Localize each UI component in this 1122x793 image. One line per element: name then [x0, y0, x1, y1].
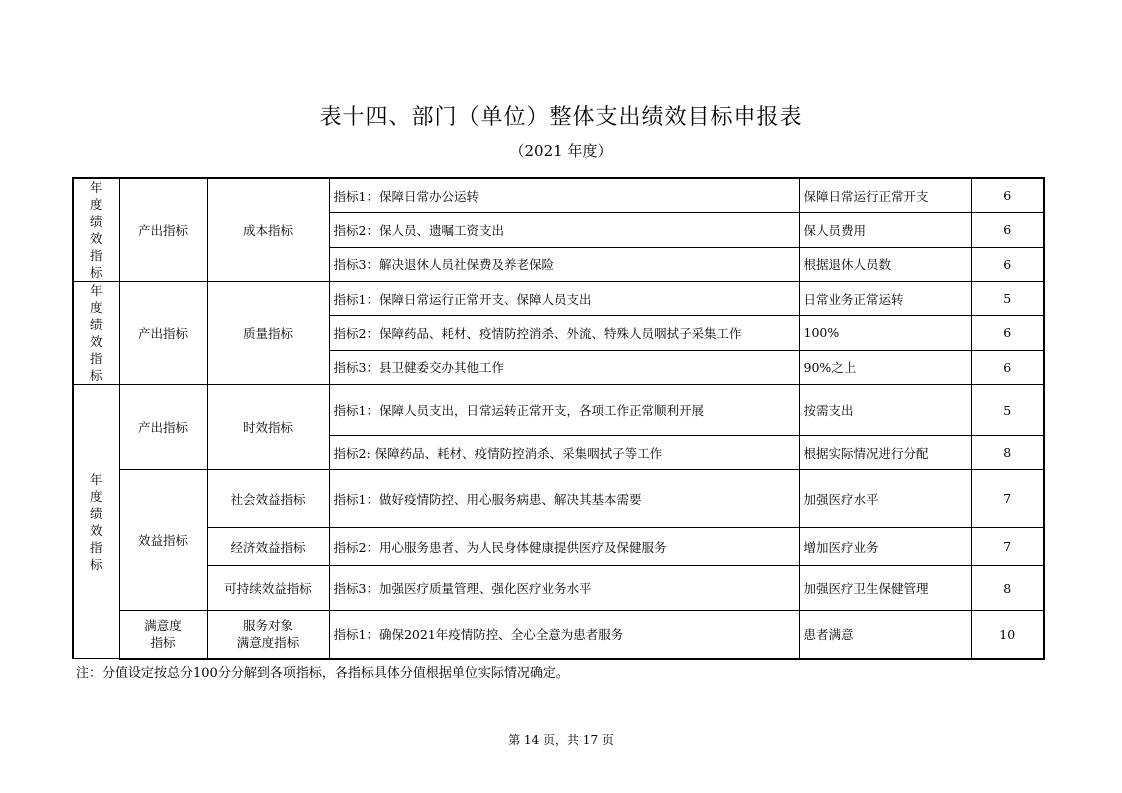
satisfaction-level1-line1: 满意度 [144, 618, 182, 634]
table-row [73, 178, 1044, 213]
table-row [73, 611, 1044, 659]
score-cell: 10 [971, 611, 1044, 659]
category-char: 度 [89, 197, 103, 212]
indicator-cell: 指标3：解决退休人员社保费及养老保险 [329, 247, 799, 282]
page-title: 表十四、部门（单位）整体支出绩效目标申报表 [319, 105, 803, 130]
satisfaction-level1-line2: 指标 [150, 635, 176, 651]
score-cell: 6 [971, 213, 1044, 248]
category-char: 标 [89, 556, 103, 572]
score-cell: 5 [971, 385, 1044, 436]
target-cell: 按需支出 [799, 385, 971, 436]
indicator-cell: 指标3：县卫健委交办其他工作 [329, 350, 799, 384]
level1-cell: 效益指标 [119, 470, 207, 611]
category-cell [73, 178, 119, 282]
category-char: 指 [89, 351, 103, 366]
category-char: 标 [89, 368, 103, 383]
score-cell: 5 [971, 282, 1044, 316]
category-char: 绩 [89, 317, 103, 332]
indicator-cell: 指标2：用心服务患者、为人民身体健康提供医疗及保健服务 [329, 528, 799, 566]
target-cell: 增加医疗业务 [799, 528, 971, 566]
score-cell: 6 [971, 350, 1044, 384]
level1-cell: 产出指标 [119, 282, 207, 385]
performance-table [72, 177, 1045, 660]
category-char: 效 [89, 522, 103, 538]
target-cell: 加强医疗卫生保健管理 [799, 566, 971, 611]
indicator-cell: 指标1：保障人员支出，日常运转正常开支，各项工作正常顺利开展 [329, 385, 799, 436]
level2-cell: 时效指标 [207, 385, 329, 470]
target-cell: 加强医疗水平 [799, 470, 971, 528]
category-char: 指 [89, 248, 103, 263]
score-cell: 8 [971, 566, 1044, 611]
level2-cell: 质量指标 [207, 282, 329, 385]
satisfaction-level2-cell [207, 611, 329, 659]
category-char: 绩 [89, 214, 103, 229]
level1-cell: 产出指标 [119, 178, 207, 282]
indicator-cell: 指标1：确保2021年疫情防控、全心全意为患者服务 [329, 611, 799, 659]
category-char: 标 [89, 265, 103, 280]
table-row [73, 528, 1044, 566]
score-cell: 6 [971, 247, 1044, 282]
indicator-cell: 指标2：保障药品、耗材、疫情防控消杀、外流、特殊人员咽拭子采集工作 [329, 316, 799, 350]
indicator-cell: 指标1：保障日常运行正常开支、保障人员支出 [329, 282, 799, 316]
score-cell: 6 [971, 316, 1044, 350]
category-cell [73, 385, 119, 659]
table-row [73, 282, 1044, 316]
satisfaction-level2-line2: 满意度指标 [236, 635, 300, 651]
score-cell: 6 [971, 178, 1044, 213]
category-cell [73, 282, 119, 385]
table-note: 注：分值设定按总分100分分解到各项指标，各指标具体分值根据单位实际情况确定。 [76, 666, 569, 681]
indicator-cell: 指标2: 保障药品、耗材、疫情防控消杀、采集咽拭子等工作 [329, 436, 799, 470]
indicator-cell: 指标1：做好疫情防控、用心服务病患、解决其基本需要 [329, 470, 799, 528]
table-row [73, 566, 1044, 611]
level2-cell: 经济效益指标 [207, 528, 329, 566]
category-char: 指 [89, 539, 103, 555]
table-row [73, 385, 1044, 436]
indicator-cell: 指标2：保人员、遗嘱工资支出 [329, 213, 799, 248]
level2-cell: 可持续效益指标 [207, 566, 329, 611]
score-cell: 8 [971, 436, 1044, 470]
target-cell: 保人员费用 [799, 213, 971, 248]
indicator-cell: 指标3：加强医疗质量管理、强化医疗业务水平 [329, 566, 799, 611]
target-cell: 100% [799, 316, 971, 350]
target-cell: 保障日常运行正常开支 [799, 178, 971, 213]
score-cell: 7 [971, 528, 1044, 566]
target-cell: 根据退休人员数 [799, 247, 971, 282]
score-cell: 7 [971, 470, 1044, 528]
level1-cell: 产出指标 [119, 385, 207, 470]
category-char: 年 [89, 471, 103, 487]
satisfaction-level2-line1: 服务对象 [242, 618, 293, 634]
target-cell: 日常业务正常运转 [799, 282, 971, 316]
table-row [73, 470, 1044, 528]
category-char: 年 [89, 180, 103, 195]
category-char: 效 [89, 231, 103, 246]
category-char: 效 [89, 334, 103, 349]
level2-cell: 成本指标 [207, 178, 329, 282]
level2-cell: 社会效益指标 [207, 470, 329, 528]
category-char: 绩 [89, 505, 103, 521]
target-cell: 患者满意 [799, 611, 971, 659]
satisfaction-level1-cell [119, 611, 207, 659]
category-char: 度 [89, 488, 103, 504]
category-char: 年 [89, 283, 103, 298]
target-cell: 根据实际情况进行分配 [799, 436, 971, 470]
page-number: 第 14 页，共 17 页 [508, 733, 614, 747]
category-char: 度 [89, 300, 103, 315]
target-cell: 90%之上 [799, 350, 971, 384]
indicator-cell: 指标1：保障日常办公运转 [329, 178, 799, 213]
page-subtitle: （2021 年度） [509, 142, 613, 160]
